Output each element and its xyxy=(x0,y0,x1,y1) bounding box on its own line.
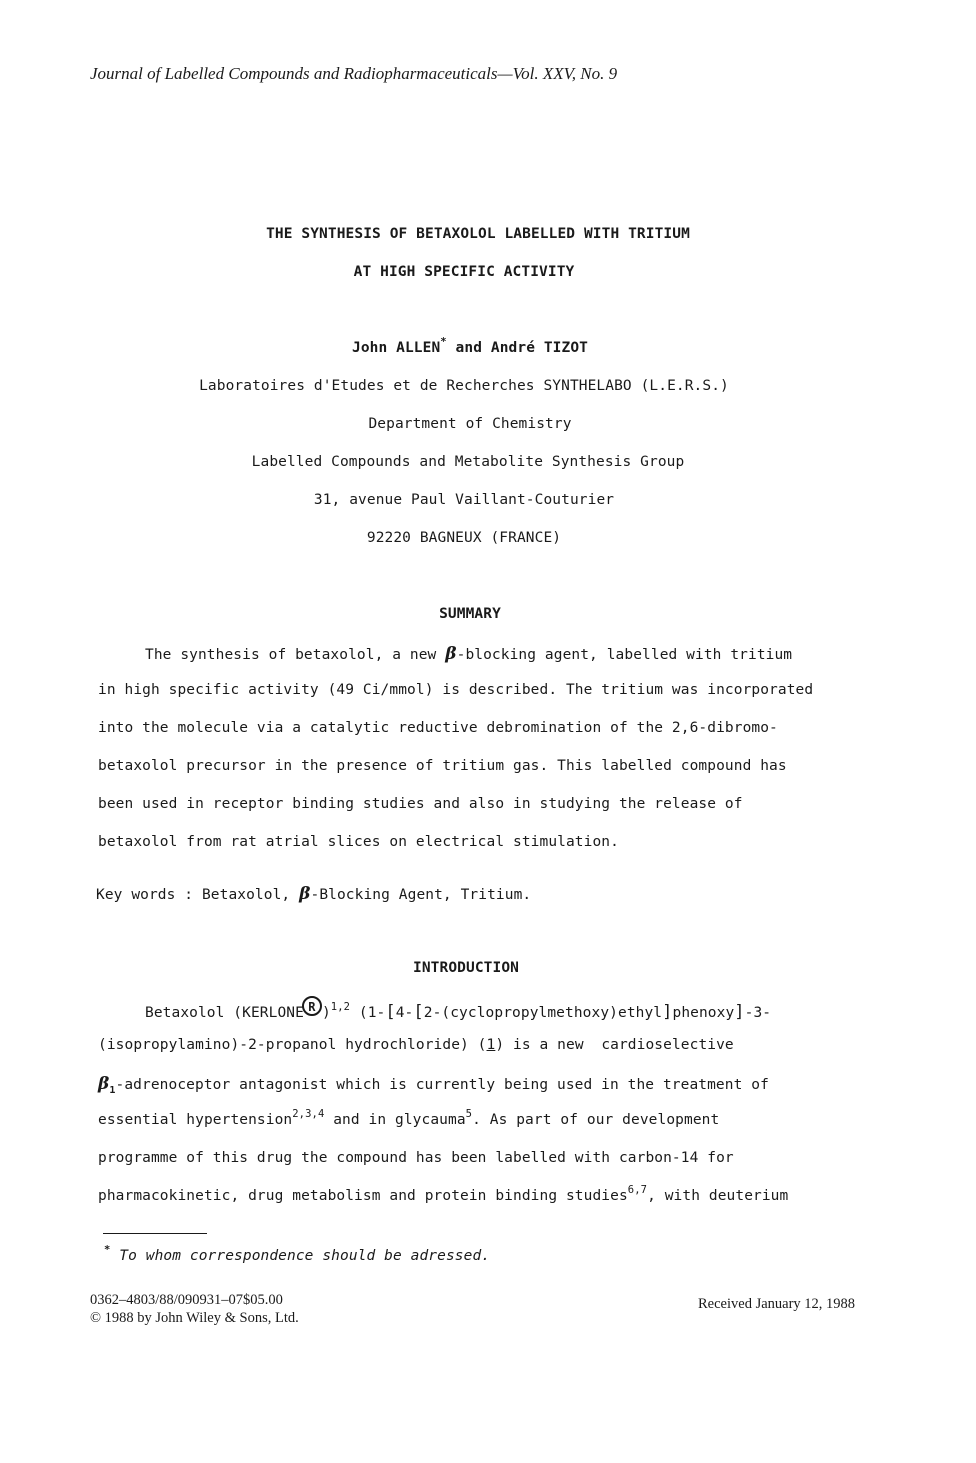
summary-heading: SUMMARY xyxy=(439,606,501,622)
corresponding-author-mark: * xyxy=(440,336,447,348)
affiliation-line-2: Department of Chemistry xyxy=(368,416,572,432)
journal-header: Journal of Labelled Compounds and Radiopharmaceuticals—Vol. XXV, No. 9 xyxy=(90,64,618,83)
author-line xyxy=(0,336,958,356)
intro-line-2: (isopropylamino)-2-propanol hydrochloride) (1) is a new cardioselective xyxy=(98,1037,734,1053)
paper-title-line-1: THE SYNTHESIS OF BETAXOLOL LABELLED WITH TRITIUM xyxy=(266,226,690,242)
beta-symbol: β xyxy=(299,884,311,904)
affiliation-line-5: 92220 BAGNEUX (FRANCE) xyxy=(366,530,562,546)
intro-line-3: $\beta_1$-adrenoceptor antagonist which is currently being used in the treatment of xyxy=(98,1074,769,1096)
citation-superscript: 2,3,4 xyxy=(292,1108,325,1120)
footnote-divider xyxy=(103,1233,207,1234)
registered-trademark-icon: R xyxy=(302,996,322,1016)
article-code: 0362–4803/88/090931–07$05.00 xyxy=(90,1292,283,1308)
summary-line-5: been used in receptor binding studies and also in studying the release of xyxy=(98,796,743,812)
author-tizot: André TIZOT xyxy=(490,340,589,356)
affiliation-line-1: Laboratoires d'Etudes et de Recherches SYNTHELABO (L.E.R.S.) xyxy=(199,378,729,394)
intro-line-1: Betaxolol (KERLONE R )$^{1,2}$ (1-[4-[2-(cyclopropylmethoxy)ethyl]phenoxy]-3- xyxy=(145,996,771,1022)
copyright-line: © 1988 by John Wiley & Sons, Ltd. xyxy=(90,1310,299,1326)
intro-line-6: pharmacokinetic, drug metabolism and protein binding studies$^{6,7}$, with deuterium xyxy=(98,1184,789,1204)
paper-title-line-2: AT HIGH SPECIFIC ACTIVITY xyxy=(353,264,575,280)
citation-superscript: 5 xyxy=(465,1108,473,1120)
beta-symbol: β xyxy=(98,1074,110,1094)
beta-symbol: β xyxy=(445,644,457,664)
intro-line-5: programme of this drug the compound has been labelled with carbon-14 for xyxy=(98,1150,734,1166)
affiliation-line-4: 31, avenue Paul Vaillant-Couturier xyxy=(313,492,615,508)
summary-line-1: The synthesis of betaxolol, a new β-blocking agent, labelled with tritium xyxy=(145,644,793,664)
citation-superscript: 6,7 xyxy=(627,1184,648,1196)
author-allen: John ALLEN xyxy=(351,340,441,356)
introduction-heading: INTRODUCTION xyxy=(413,960,519,976)
summary-line-2: in high specific activity (49 Ci/mmol) is described. The tritium was incorporated xyxy=(98,682,814,698)
affiliation-line-3: Labelled Compounds and Metabolite Synthesis Group xyxy=(251,454,685,470)
compound-number: 1 xyxy=(486,1037,496,1053)
footnote-mark: * xyxy=(104,1244,111,1256)
summary-line-6: betaxolol from rat atrial slices on electrical stimulation. xyxy=(98,834,619,850)
intro-line-4: essential hypertension$^{2,3,4}$ and in glycauma$^5$. As part of our development xyxy=(98,1108,720,1128)
citation-superscript: 1,2 xyxy=(330,1001,351,1013)
keywords-line: Key words : Betaxolol, β-Blocking Agent, Tritium. xyxy=(96,884,532,904)
summary-line-4: betaxolol precursor in the presence of tritium gas. This labelled compound has xyxy=(98,758,787,774)
summary-line-3: into the molecule via a catalytic reductive debromination of the 2,6-dibromo- xyxy=(98,720,778,736)
author-conjunction: and xyxy=(446,340,491,356)
received-date: Received January 12, 1988 xyxy=(698,1296,856,1312)
footnote: * To whom correspondence should be adressed. xyxy=(104,1244,491,1264)
